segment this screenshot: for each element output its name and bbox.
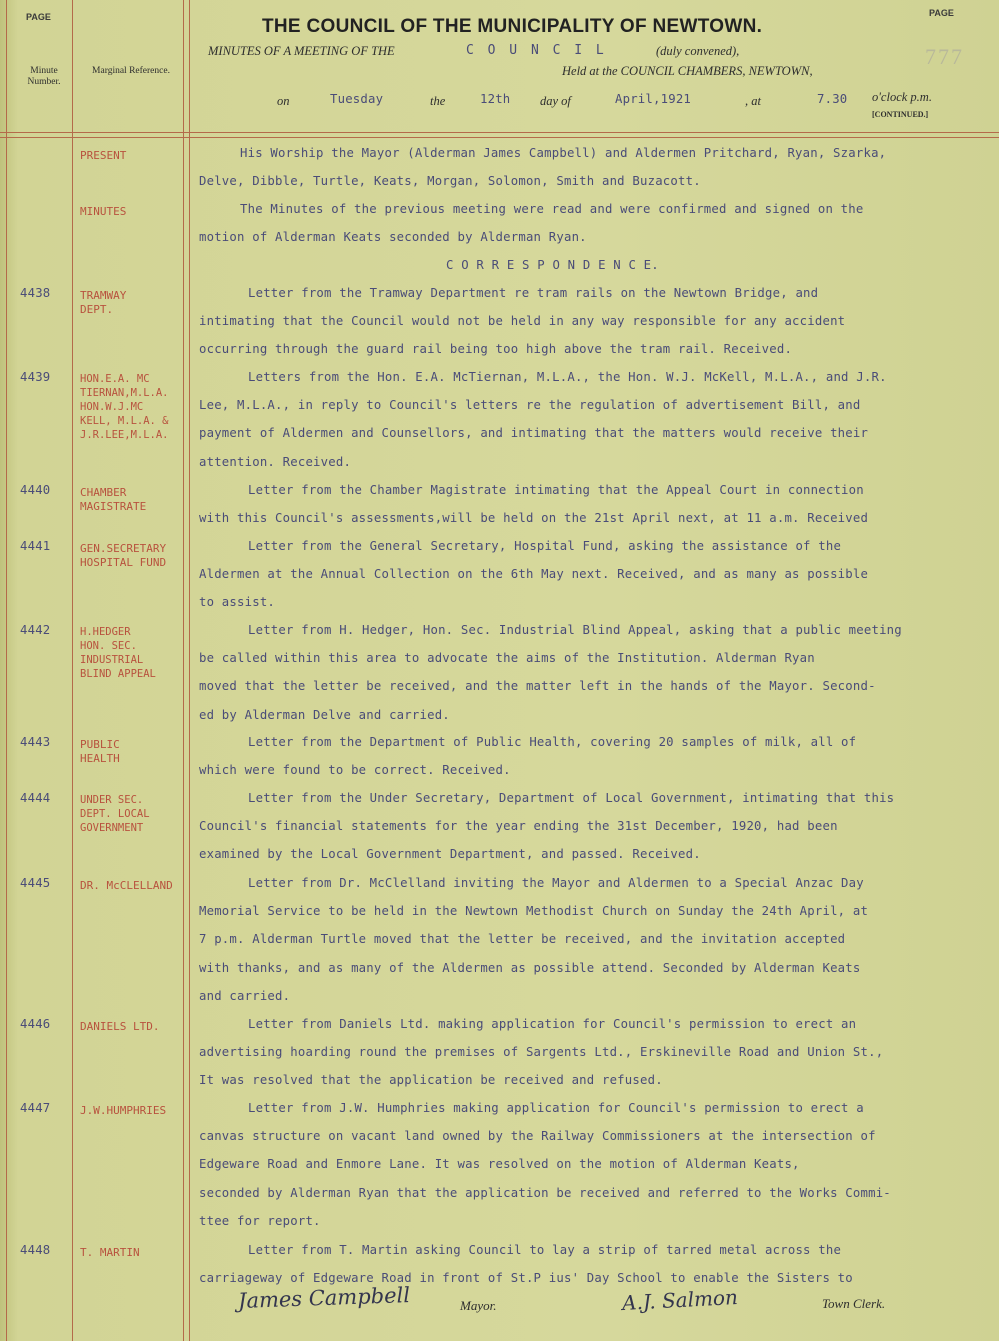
marginal-reference: PRESENT xyxy=(80,149,127,162)
page-label-left: PAGE xyxy=(26,12,51,22)
marginal-reference: H.HEDGER xyxy=(80,626,131,638)
page-number: 777 xyxy=(925,44,964,69)
marginal-reference-column-rule xyxy=(183,0,184,1341)
header-rule-2 xyxy=(0,137,999,138)
marginal-reference: HON.E.A. MC xyxy=(80,373,150,385)
meeting-month-year: April,1921 xyxy=(615,92,692,106)
minute-text-line: with this Council's assessments,will be held on the 21st April next, at 11 a.m. Received xyxy=(199,511,869,526)
minute-number: 4448 xyxy=(20,1243,51,1257)
minute-number: 4440 xyxy=(20,483,51,497)
header-rule xyxy=(0,132,999,133)
minute-number: 4445 xyxy=(20,876,51,890)
minute-number-column-header: Minute Number. xyxy=(27,66,61,87)
minute-text-line: The Minutes of the previous meeting were read and were confirmed and signed on the xyxy=(240,202,864,216)
minute-text-line: Edgeware Road and Enmore Lane. It was resolved on the motion of Alderman Keats, xyxy=(199,1157,800,1172)
minute-text-line: Letter from H. Hedger, Hon. Sec. Industrial Blind Appeal, asking that a public meeting xyxy=(248,623,902,637)
minute-number: 4444 xyxy=(20,791,51,805)
minute-text-line: Letter from the Chamber Magistrate intimating that the Appeal Court in connection xyxy=(248,483,864,497)
left-margin-rule xyxy=(6,0,7,1341)
day-of-label: day of xyxy=(540,94,571,108)
minute-text-line: to assist. xyxy=(199,595,276,610)
minute-text-line: Memorial Service to be held in the Newtown Methodist Church on Sunday the 24th April, at xyxy=(199,904,869,919)
minute-text-line: It was resolved that the application be received and refused. xyxy=(199,1073,663,1088)
marginal-reference: PUBLIC xyxy=(80,738,120,751)
page-label-right: PAGE xyxy=(929,8,954,18)
minute-text-line: ed by Alderman Delve and carried. xyxy=(199,707,450,722)
minute-text-line: payment of Aldermen and Counsellors, and intimating that the matters would receive their xyxy=(199,426,869,441)
marginal-reference: DR. McCLELLAND xyxy=(80,879,173,892)
marginal-reference: GOVERNMENT xyxy=(80,822,144,834)
minute-text-line: Letter from Dr. McClelland inviting the Mayor and Aldermen to a Special Anzac Day xyxy=(248,876,864,890)
minute-text-line: Letters from the Hon. E.A. McTiernan, M.L.A., the Hon. W.J. McKell, M.L.A., and J.R. xyxy=(248,370,887,384)
minute-text-line: Letter from the Department of Public Health, covering 20 samples of milk, all of xyxy=(248,735,857,749)
marginal-reference-column-header: Marginal Reference. xyxy=(92,66,170,76)
on-label: on xyxy=(277,94,290,108)
marginal-reference: HON. SEC. xyxy=(80,640,137,652)
marginal-reference: HEALTH xyxy=(80,752,120,765)
minute-text-line: Council's financial statements for the year ending the 31st December, 1920, had been xyxy=(199,819,838,834)
minute-text-line: with thanks, and as many of the Aldermen as possible attend. Seconded by Alderman Keats xyxy=(199,960,861,975)
marginal-reference: BLIND APPEAL xyxy=(80,668,156,680)
minute-text-line: occurring through the guard rail being too high above the tram rail. Received. xyxy=(199,342,793,357)
minute-text-line: seconded by Alderman Ryan that the application be received and referred to the Works Commi- xyxy=(199,1185,891,1200)
minute-text-line: Letter from the Tramway Department re tram rails on the Newtown Bridge, and xyxy=(248,286,819,300)
mayor-label: Mayor. xyxy=(460,1298,497,1313)
minute-number: 4443 xyxy=(20,735,51,749)
marginal-reference-column-rule-2 xyxy=(189,0,190,1341)
oclock-label: o'clock p.m. xyxy=(872,90,932,104)
section-heading: C O R R E S P O N D E N C E. xyxy=(446,258,659,272)
minute-number: 4438 xyxy=(20,286,51,300)
marginal-reference: HOSPITAL FUND xyxy=(80,556,167,569)
marginal-reference: J.R.LEE,M.L.A. xyxy=(80,429,169,441)
minute-text-line: canvas structure on vacant land owned by the Railway Commissioners at the intersection of xyxy=(199,1129,876,1144)
meeting-time: 7.30 xyxy=(817,92,848,106)
town-clerk-signature: A.J. Salmon xyxy=(621,1284,739,1316)
mayor-signature: James Campbell xyxy=(237,1283,411,1313)
minute-text-line: Letter from Daniels Ltd. making application for Council's permission to erect an xyxy=(248,1017,857,1031)
page-title: THE COUNCIL OF THE MUNICIPALITY OF NEWTOWN. xyxy=(262,16,763,37)
duly-convened: (duly convened), xyxy=(656,44,740,58)
held-at: Held at the COUNCIL CHAMBERS, NEWTOWN, xyxy=(562,64,813,78)
marginal-reference: MAGISTRATE xyxy=(80,500,147,513)
minute-text-line: and carried. xyxy=(199,988,291,1003)
marginal-reference: DEPT. LOCAL xyxy=(80,808,150,820)
minute-text-line: moved that the letter be received, and the matter left in the hands of the Mayor. Second- xyxy=(199,679,876,694)
the-label: the xyxy=(430,94,446,108)
town-clerk-label: Town Clerk. xyxy=(822,1296,886,1311)
marginal-reference: MINUTES xyxy=(80,205,127,218)
marginal-reference: J.W.HUMPHRIES xyxy=(80,1104,167,1117)
minute-text-line: Letter from the General Secretary, Hospital Fund, asking the assistance of the xyxy=(248,539,842,553)
marginal-reference: INDUSTRIAL xyxy=(80,654,144,666)
minute-text-line: His Worship the Mayor (Alderman James Campbell) and Aldermen Pritchard, Ryan, Szarka, xyxy=(240,146,887,160)
marginal-reference: HON.W.J.MC xyxy=(80,401,144,413)
minute-number: 4439 xyxy=(20,370,51,384)
marginal-reference: T. MARTIN xyxy=(80,1246,140,1259)
minute-text-line: motion of Alderman Keats seconded by Alderman Ryan. xyxy=(199,230,587,245)
minute-number: 4446 xyxy=(20,1017,51,1031)
meeting-day-number: 12th xyxy=(480,92,511,106)
minute-text-line: intimating that the Council would not be held in any way responsible for any accident xyxy=(199,314,846,329)
marginal-reference: TIERNAN,M.L.A. xyxy=(80,387,169,399)
minute-text-line: ttee for report. xyxy=(199,1213,321,1228)
minute-text-line: Aldermen at the Annual Collection on the 6th May next. Received, and as many as possible xyxy=(199,567,869,582)
minute-text-line: carriageway of Edgeware Road in front of St.P ius' Day School to enable the Sisters to xyxy=(199,1271,853,1286)
minute-text-line: Delve, Dibble, Turtle, Keats, Morgan, Solomon, Smith and Buzacott. xyxy=(199,174,701,189)
minute-text-line: advertising hoarding round the premises of Sargents Ltd., Erskineville Road and Union St., xyxy=(199,1045,884,1060)
minute-text-line: Letter from J.W. Humphries making application for Council's permission to erect a xyxy=(248,1101,864,1115)
minute-text-line: be called within this area to advocate the aims of the Institution. Alderman Ryan xyxy=(199,651,815,666)
minute-text-line: examined by the Local Government Department, and passed. Received. xyxy=(199,847,701,862)
minute-number: 4447 xyxy=(20,1101,51,1115)
minute-number: 4442 xyxy=(20,623,51,637)
minute-text-line: which were found to be correct. Received. xyxy=(199,763,511,778)
minute-text-line: attention. Received. xyxy=(199,454,352,469)
minute-text-line: Lee, M.L.A., in reply to Council's letters re the regulation of advertisement Bill, and xyxy=(199,398,861,413)
marginal-reference: DEPT. xyxy=(80,303,114,316)
minute-number-column-rule xyxy=(72,0,73,1341)
marginal-reference: DANIELS LTD. xyxy=(80,1020,160,1033)
minute-number: 4441 xyxy=(20,539,51,553)
minutes-prefix: MINUTES OF A MEETING OF THE xyxy=(208,44,395,58)
marginal-reference: KELL, M.L.A. & xyxy=(80,415,169,427)
minute-text-line: Letter from T. Martin asking Council to lay a strip of tarred metal across the xyxy=(248,1243,842,1257)
meeting-day-name: Tuesday xyxy=(330,92,384,106)
at-label: , at xyxy=(745,94,761,108)
minute-text-line: Letter from the Under Secretary, Department of Local Government, intimating that this xyxy=(248,791,895,805)
marginal-reference: TRAMWAY xyxy=(80,289,127,302)
meeting-body: C O U N C I L xyxy=(466,43,607,58)
marginal-reference: GEN.SECRETARY xyxy=(80,542,167,555)
marginal-reference: CHAMBER xyxy=(80,486,127,499)
minute-text-line: 7 p.m. Alderman Turtle moved that the letter be received, and the invitation accepted xyxy=(199,932,846,947)
marginal-reference: UNDER SEC. xyxy=(80,794,144,806)
continued-label: [CONTINUED.] xyxy=(872,110,929,119)
